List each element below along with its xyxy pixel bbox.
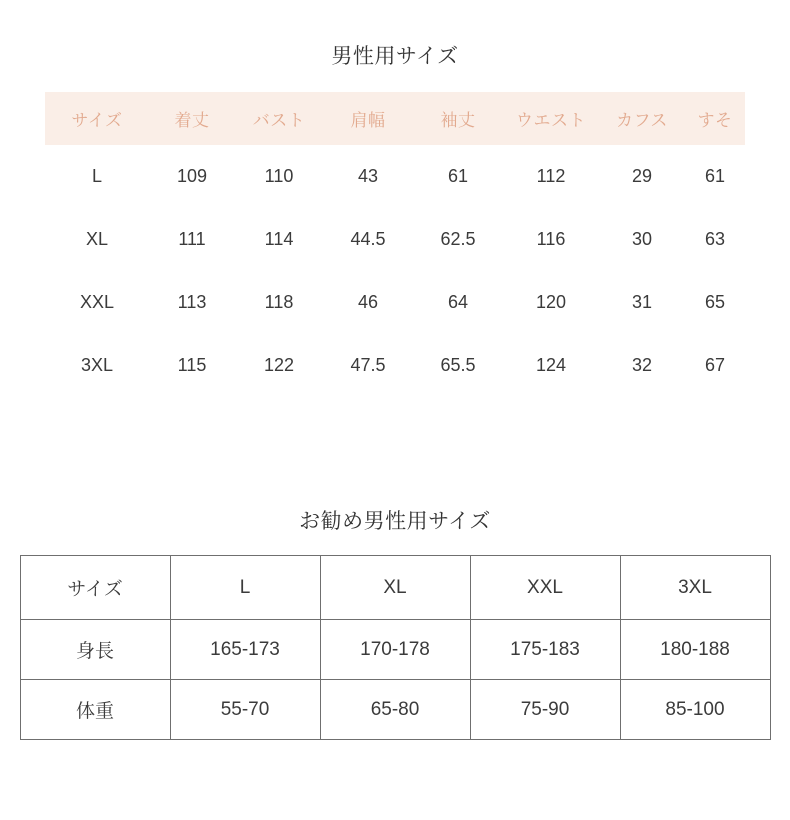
recommended-table-head bbox=[20, 556, 770, 620]
cell-cuff: 29 bbox=[631, 166, 653, 186]
men-size-title: 男性用サイズ bbox=[331, 45, 459, 68]
cell-sleeve: 65.5 bbox=[440, 355, 476, 375]
cell-bust: 110 bbox=[264, 166, 294, 186]
cell-bust: 122 bbox=[263, 355, 295, 375]
cell-height-l: 165-173 bbox=[170, 620, 320, 680]
cell-hem: 61 bbox=[704, 166, 726, 186]
cell-height-xl: 170-178 bbox=[320, 620, 470, 680]
table-header-row bbox=[20, 556, 770, 620]
cell-sleeve: 64 bbox=[447, 292, 469, 312]
table-row bbox=[20, 620, 770, 680]
cell-shoulder: 44.5 bbox=[350, 229, 386, 249]
column-header-l: L bbox=[170, 556, 320, 620]
column-header-3xl: 3XL bbox=[620, 556, 770, 620]
column-header-size: サイズ bbox=[20, 556, 170, 620]
cell-bust: 114 bbox=[264, 229, 294, 249]
recommended-table-body bbox=[20, 620, 770, 740]
cell-cuff: 30 bbox=[631, 229, 653, 249]
table-row bbox=[20, 680, 770, 740]
column-header-xl: XL bbox=[320, 556, 470, 620]
cell-waist: 116 bbox=[536, 229, 566, 249]
table-header-row bbox=[45, 92, 745, 145]
cell-hem: 67 bbox=[704, 355, 726, 375]
cell-shoulder: 46 bbox=[357, 292, 379, 312]
men-size-section bbox=[0, 0, 790, 397]
column-header-size: サイズ bbox=[71, 111, 123, 130]
cell-length: 113 bbox=[177, 292, 207, 312]
column-header-bust: バスト bbox=[252, 111, 306, 130]
cell-cuff: 32 bbox=[631, 355, 653, 375]
cell-waist: 112 bbox=[536, 166, 566, 186]
cell-length: 109 bbox=[176, 166, 208, 186]
cell-shoulder: 43 bbox=[357, 166, 379, 186]
cell-hem: 65 bbox=[704, 292, 726, 312]
table-row bbox=[45, 145, 745, 208]
table-row bbox=[45, 334, 745, 397]
cell-size: XL bbox=[85, 229, 109, 249]
men-size-table bbox=[45, 92, 745, 397]
column-header-shoulder: 肩幅 bbox=[350, 111, 386, 130]
cell-sleeve: 61 bbox=[447, 166, 469, 186]
column-header-xxl: XXL bbox=[470, 556, 620, 620]
column-header-cuff: カフス bbox=[616, 111, 668, 130]
men-size-table-head bbox=[45, 92, 745, 145]
cell-bust: 118 bbox=[264, 292, 294, 312]
cell-length: 115 bbox=[177, 355, 207, 375]
cell-shoulder: 47.5 bbox=[350, 355, 386, 375]
cell-weight-l: 55-70 bbox=[170, 680, 320, 740]
column-header-waist: ウエスト bbox=[516, 111, 586, 130]
cell-length: 111 bbox=[178, 229, 206, 249]
column-header-length: 着丈 bbox=[174, 111, 210, 130]
row-header-weight: 体重 bbox=[20, 680, 170, 740]
cell-waist: 124 bbox=[535, 355, 567, 375]
cell-size: L bbox=[91, 166, 102, 186]
recommended-size-table bbox=[20, 555, 771, 740]
table-row bbox=[45, 208, 745, 271]
table-row bbox=[45, 271, 745, 334]
cell-size: XXL bbox=[79, 292, 115, 312]
cell-weight-xl: 65-80 bbox=[320, 680, 470, 740]
cell-height-3xl: 180-188 bbox=[620, 620, 770, 680]
men-size-table-body bbox=[45, 145, 745, 397]
row-header-height: 身長 bbox=[20, 620, 170, 680]
cell-height-xxl: 175-183 bbox=[470, 620, 620, 680]
column-header-sleeve: 袖丈 bbox=[440, 111, 476, 130]
cell-sleeve: 62.5 bbox=[440, 229, 476, 249]
cell-size: 3XL bbox=[80, 355, 114, 375]
column-header-hem: すそ bbox=[697, 111, 733, 130]
cell-waist: 120 bbox=[535, 292, 567, 312]
cell-weight-3xl: 85-100 bbox=[620, 680, 770, 740]
recommended-size-title: お勧め男性用サイズ bbox=[299, 510, 491, 533]
cell-weight-xxl: 75-90 bbox=[470, 680, 620, 740]
cell-cuff: 31 bbox=[631, 292, 653, 312]
recommended-size-section bbox=[0, 505, 790, 740]
cell-hem: 63 bbox=[704, 229, 726, 249]
